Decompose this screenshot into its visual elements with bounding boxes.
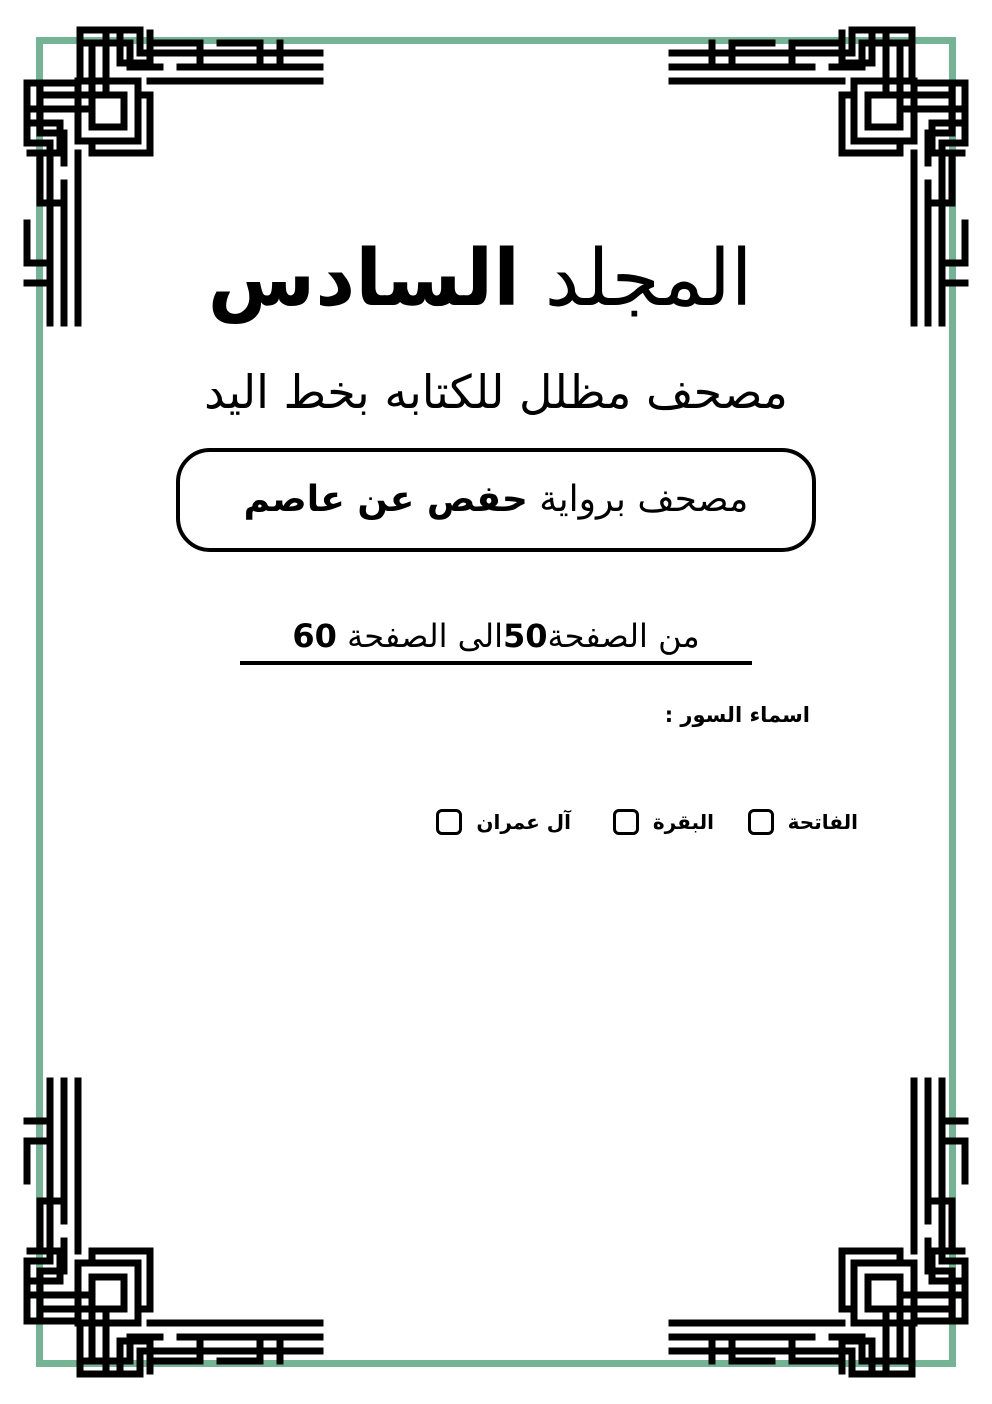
surah-checkbox[interactable] (436, 809, 462, 835)
pages-from-label: من الصفحة (547, 617, 700, 655)
page-range-underline (240, 661, 752, 665)
riwaya-text (176, 470, 816, 530)
surah-name: البقرة (652, 810, 714, 834)
surah-item[interactable] (748, 806, 858, 838)
pages-to-number: 60 (292, 617, 337, 655)
page-range (240, 612, 752, 660)
pages-from-number: 50 (502, 617, 548, 655)
surah-name: الفاتحة (787, 810, 858, 834)
volume-title (200, 224, 760, 334)
surah-checkbox[interactable] (748, 809, 774, 835)
riwaya-prefix: مصحف برواية (539, 479, 749, 520)
surah-name: آل عمران (476, 810, 571, 834)
volume-title-bold: السادس (207, 234, 520, 324)
riwaya-name: حفص عن عاصم (243, 479, 528, 520)
corner-ornament-icon (20, 1071, 330, 1381)
surah-item[interactable] (613, 806, 714, 838)
corner-ornament-icon (662, 1071, 972, 1381)
surah-item[interactable] (436, 806, 571, 838)
surahs-label: اسماء السور : (664, 703, 810, 727)
pages-to-label: الى الصفحة (347, 617, 503, 655)
subtitle: مصحف مظلل للكتابه بخط اليد (204, 365, 788, 419)
volume-title-regular: المجلد (544, 234, 753, 324)
surah-checkbox[interactable] (613, 809, 639, 835)
